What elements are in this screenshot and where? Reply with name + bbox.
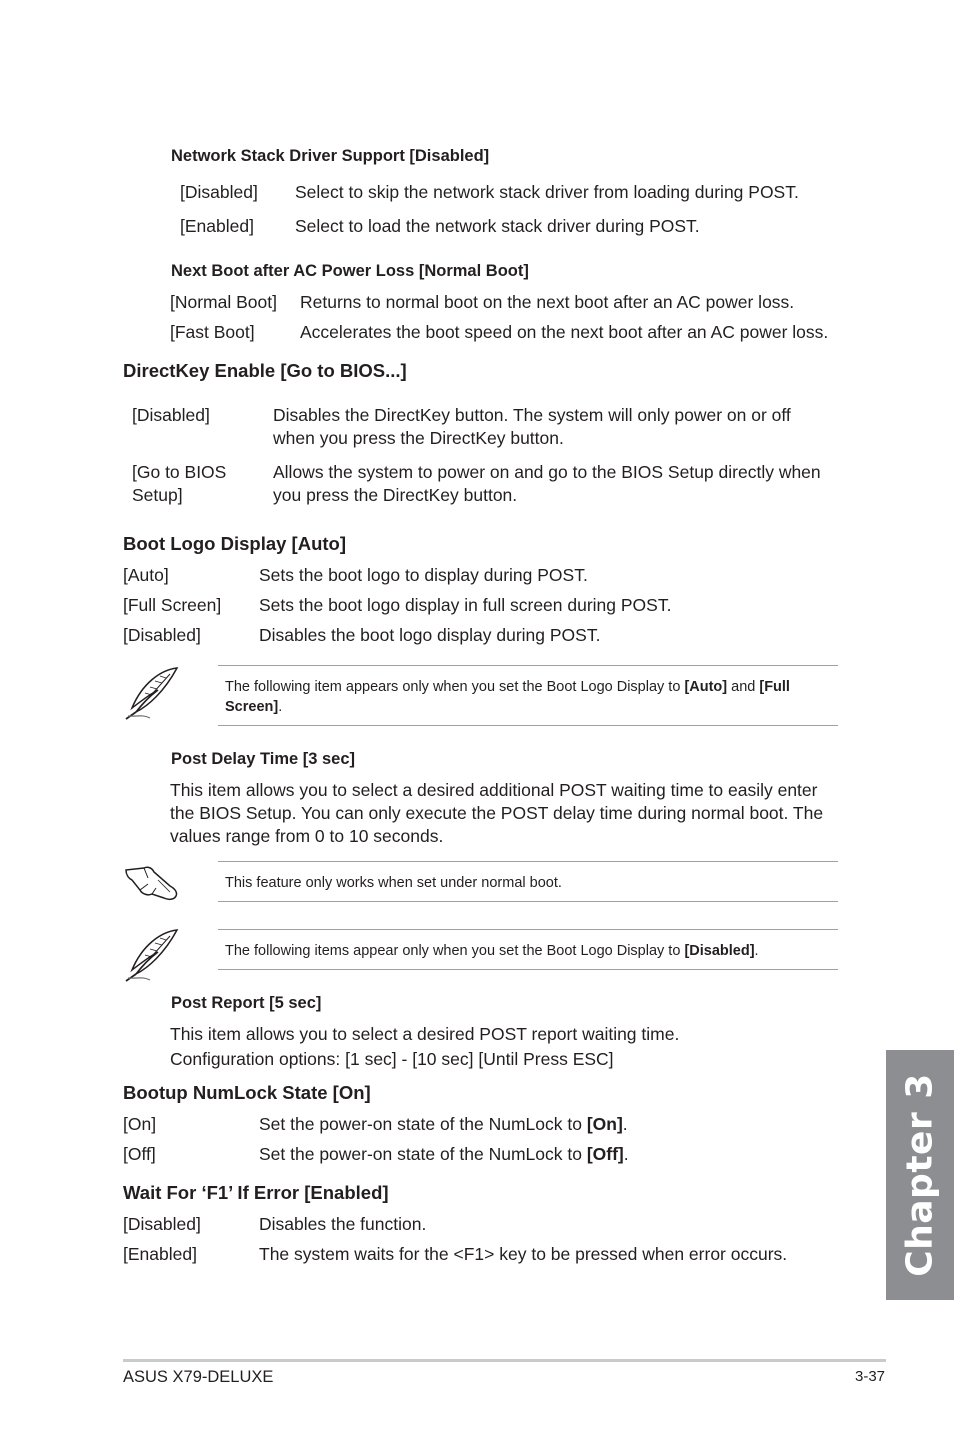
footer-page-number: 3-37 [855,1368,886,1385]
option-label: [Disabled] [180,182,258,202]
paragraph-line: Configuration options: [1 sec] - [10 sec] [Until Press ESC] [170,1049,614,1069]
next-boot-heading: Next Boot after AC Power Loss [Normal Boot] [171,262,529,280]
pointing-hand-icon [122,860,184,906]
option-label: [On] [123,1114,157,1134]
option-label: [Disabled] [123,1214,201,1234]
note-top-rule [218,861,838,862]
option-desc-line: Disables the DirectKey button. The system will only power on or off [273,405,791,425]
option-desc: Sets the boot logo to display during POST. [259,565,588,585]
note-bottom-rule [218,725,838,726]
option-label: [Go to BIOS [132,462,227,482]
post-delay-heading: Post Delay Time [3 sec] [171,750,356,768]
note-top-rule [218,665,838,666]
note-text: This feature only works when set under normal boot. [225,875,562,891]
option-label: [Enabled] [180,216,254,236]
network-stack-heading: Network Stack Driver Support [Disabled] [171,147,490,165]
numlock-heading: Bootup NumLock State [On] [123,1082,371,1103]
boot-logo-heading: Boot Logo Display [Auto] [123,533,346,554]
option-label: [Enabled] [123,1244,197,1264]
note-text: The following item appears only when you set the Boot Logo Display to [Auto] and [Full Screen]. [225,679,790,715]
wait-f1-heading: Wait For ‘F1’ If Error [Enabled] [123,1182,389,1203]
option-desc: Sets the boot logo display in full screen during POST. [259,595,672,615]
chapter-tab-label: Chapter 3 [899,1073,941,1277]
option-label: [Auto] [123,565,169,585]
option-desc: Set the power-on state of the NumLock to [On]. [259,1114,628,1134]
note-bottom-rule [218,901,838,902]
paragraph-line: values range from 0 to 10 seconds. [170,826,444,846]
option-desc-line: you press the DirectKey button. [273,485,518,505]
option-label: Setup] [132,485,183,505]
footer-product: ASUS X79-DELUXE [123,1368,274,1386]
footer-rule [123,1359,886,1362]
option-label: [Normal Boot] [170,292,277,312]
paragraph-line: This item allows you to select a desired POST report waiting time. [170,1024,680,1044]
option-desc: Select to skip the network stack driver from loading during POST. [295,182,799,202]
option-desc-line: when you press the DirectKey button. [273,428,564,448]
option-label: [Disabled] [123,625,201,645]
chapter-tab [886,1050,954,1300]
directkey-heading: DirectKey Enable [Go to BIOS...] [123,360,407,381]
option-label: [Off] [123,1144,156,1164]
option-desc: Select to load the network stack driver during POST. [295,216,700,236]
note-bottom-rule [218,969,838,970]
option-label: [Fast Boot] [170,322,255,342]
option-label: [Disabled] [132,405,210,425]
option-desc: Disables the boot logo display during POST. [259,625,601,645]
option-desc-line: Allows the system to power on and go to the BIOS Setup directly when [273,462,821,482]
post-report-heading: Post Report [5 sec] [171,994,322,1012]
paragraph-line: the BIOS Setup. You can only execute the POST delay time during normal boot. The [170,803,824,823]
option-desc: Returns to normal boot on the next boot after an AC power loss. [300,292,795,312]
note-text: The following items appear only when you set the Boot Logo Display to [Disabled]. [225,943,759,959]
option-label: [Full Screen] [123,595,222,615]
quill-pen-icon [120,926,182,984]
quill-pen-icon [120,664,182,722]
note-top-rule [218,929,838,930]
option-desc: Set the power-on state of the NumLock to [Off]. [259,1144,629,1164]
option-desc: The system waits for the <F1> key to be pressed when error occurs. [259,1244,788,1264]
paragraph-line: This item allows you to select a desired additional POST waiting time to easily enter [170,780,818,800]
option-desc: Disables the function. [259,1214,427,1234]
option-desc: Accelerates the boot speed on the next boot after an AC power loss. [300,322,829,342]
